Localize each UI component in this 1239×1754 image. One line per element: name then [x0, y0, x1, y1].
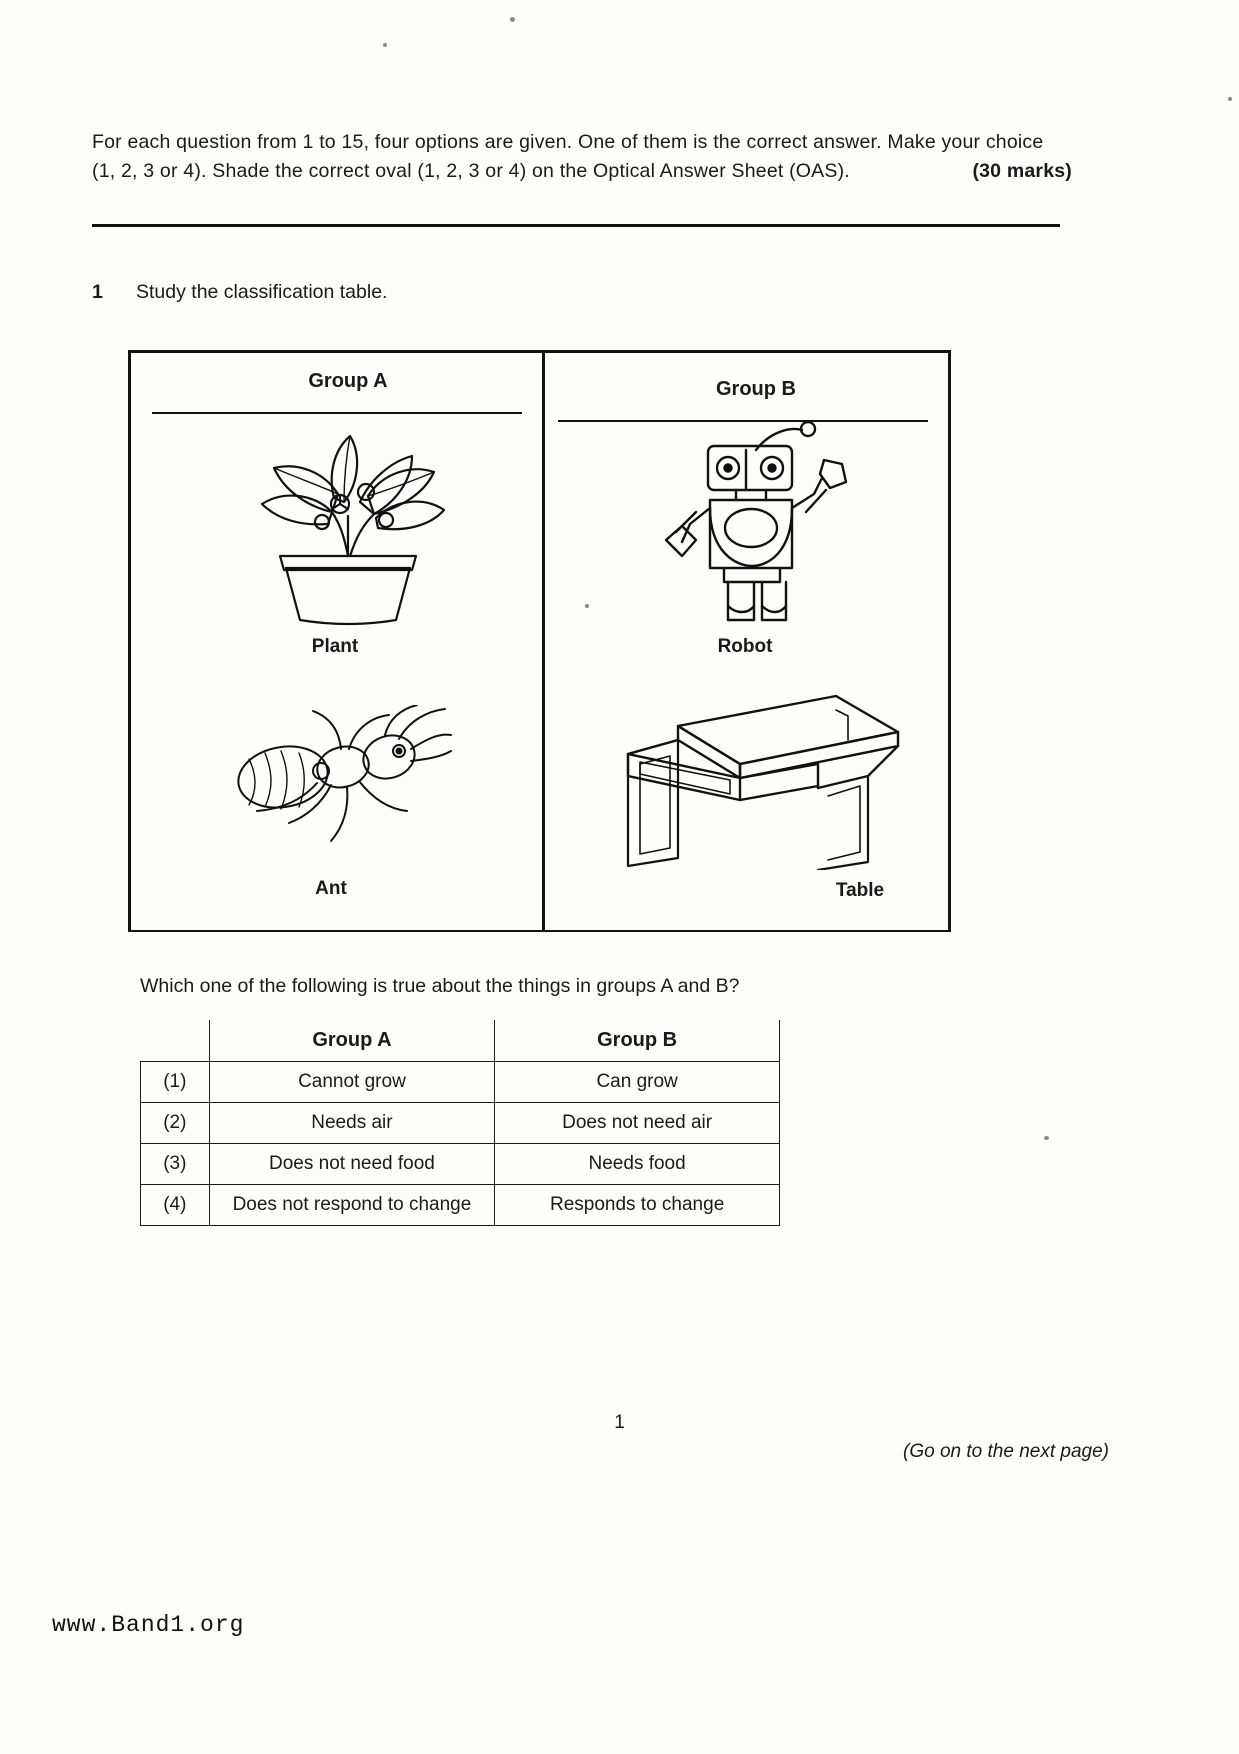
question-number: 1: [92, 281, 103, 303]
option-number: (3): [141, 1144, 210, 1185]
table-row[interactable]: [141, 1144, 780, 1185]
question-prompt: Which one of the following is true about the things in groups A and B?: [140, 975, 740, 997]
table-border-bottom: [128, 930, 951, 932]
page-number: 1: [614, 1412, 625, 1433]
option-group-a-value: Needs air: [209, 1103, 495, 1144]
table-border-right: [948, 350, 951, 932]
go-to-next-page-note: (Go on to the next page): [903, 1441, 1109, 1462]
instructions-block: [92, 128, 1072, 186]
marks-label: (30 marks): [972, 160, 1072, 182]
table-border-top: [128, 350, 951, 353]
instructions-line-3: Sheet (OAS).: [731, 160, 850, 182]
scan-speck: [1228, 97, 1232, 101]
option-group-a-value: Does not respond to change: [209, 1185, 495, 1226]
classification-table: [128, 350, 951, 932]
table-label: Table: [835, 880, 885, 901]
option-group-b-value: Can grow: [495, 1062, 780, 1103]
table-row[interactable]: [141, 1103, 780, 1144]
options-header-row: [141, 1020, 780, 1062]
question-stem: Study the classification table.: [136, 281, 388, 303]
option-number: (2): [141, 1103, 210, 1144]
options-header-blank: [141, 1020, 210, 1062]
option-number: (4): [141, 1185, 210, 1226]
horizontal-divider: [92, 224, 1060, 227]
scan-speck: [1044, 1136, 1049, 1140]
option-number: (1): [141, 1062, 210, 1103]
option-group-b-value: Needs food: [495, 1144, 780, 1185]
options-header-group-a: Group A: [209, 1020, 495, 1062]
option-group-a-value: Does not need food: [209, 1144, 495, 1185]
plant-illustration: [228, 428, 468, 633]
plant-label: Plant: [311, 636, 359, 657]
scan-speck: [383, 43, 387, 47]
ant-illustration: [213, 705, 483, 860]
group-a-header-rule: [152, 412, 522, 414]
option-group-a-value: Cannot grow: [209, 1062, 495, 1103]
ant-label: Ant: [315, 878, 347, 899]
table-row[interactable]: [141, 1185, 780, 1226]
table-illustration: [612, 680, 902, 875]
robot-illustration: [636, 416, 866, 631]
group-a-header: Group A: [308, 370, 388, 392]
table-divider-vertical: [542, 350, 545, 932]
scan-speck: [510, 17, 515, 22]
answer-options-table: [140, 1020, 780, 1226]
option-group-b-value: Does not need air: [495, 1103, 780, 1144]
watermark: www.Band1.org: [52, 1612, 245, 1638]
table-row[interactable]: [141, 1062, 780, 1103]
group-b-header: Group B: [716, 378, 796, 400]
instructions-line-2: Make your choice (1, 2, 3 or 4). Shade the correct oval (1, 2, 3 or 4) on the Optical Answer: [92, 131, 1044, 182]
options-header-group-b: Group B: [495, 1020, 780, 1062]
robot-label: Robot: [717, 636, 773, 657]
table-border-left: [128, 350, 131, 932]
option-group-b-value: Responds to change: [495, 1185, 780, 1226]
instructions-line-1: For each question from 1 to 15, four options are given. One of them is the correct answer.: [92, 131, 882, 153]
